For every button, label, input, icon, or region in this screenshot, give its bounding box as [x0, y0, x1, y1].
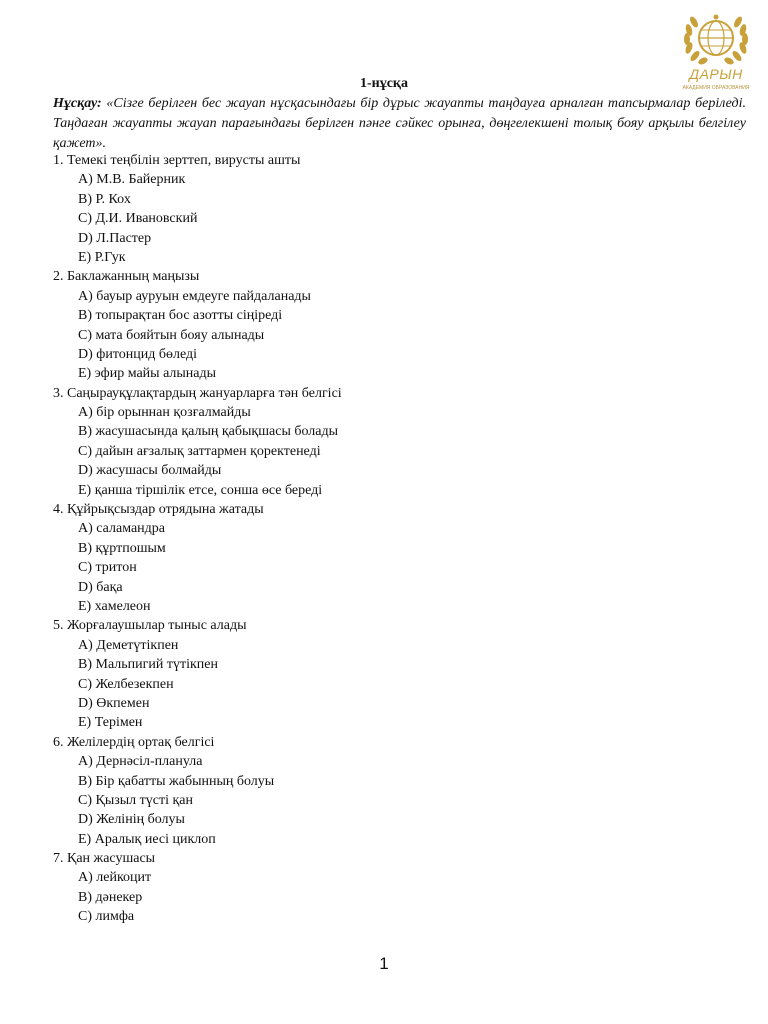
- answer-option: C) лимфа: [78, 909, 135, 925]
- answer-option: D) фитонцид бөледі: [78, 346, 198, 362]
- answer-option: B) дәнекер: [78, 889, 143, 905]
- answer-option: B) Мальпигий түтікпен: [78, 657, 218, 673]
- answer-option: A) Деметүтікпен: [78, 637, 179, 653]
- answer-option: C) Д.И. Ивановский: [78, 211, 198, 227]
- answer-option: B) топырақтан бос азотты сіңіреді: [78, 308, 283, 324]
- logo-subtitle: АКАДЕМИЯ ОБРАЗОВАНИЯ: [682, 85, 750, 91]
- question-text: 6. Желілердің ортақ белгісі: [53, 734, 215, 750]
- answer-option: B) жасушасында қалың қабықшасы болады: [78, 424, 339, 440]
- globe-laurel-wreath-icon: [678, 8, 754, 68]
- answer-option: D) Л.Пастер: [78, 230, 152, 246]
- answer-option: D) Желінің болуы: [78, 812, 185, 828]
- answer-option: C) дайын ағзалық заттармен қоректенеді: [78, 443, 321, 459]
- answer-option: C) тритон: [78, 560, 137, 576]
- instruction-lead: Нұсқау:: [53, 96, 102, 111]
- answer-option: C) Желбезекпен: [78, 676, 174, 692]
- answer-option: D) Өкпемен: [78, 695, 150, 711]
- answer-option: A) саламандра: [78, 521, 166, 537]
- question-text: 4. Құйрықсыздар отрядына жатады: [53, 502, 264, 518]
- instruction-paragraph: [53, 94, 746, 154]
- answer-option: B) Бір қабатты жабынның болуы: [78, 773, 275, 789]
- question-list: [53, 151, 753, 927]
- answer-option: E) Р.Гук: [78, 249, 126, 265]
- answer-option: C) мата бояйтын бояу алынады: [78, 327, 265, 343]
- answer-option: E) Терімен: [78, 715, 143, 731]
- question-text: 7. Қан жасушасы: [53, 851, 156, 867]
- answer-option: E) хамелеон: [78, 598, 151, 614]
- variant-title: 1-нұсқа: [359, 76, 408, 91]
- answer-option: A) лейкоцит: [78, 870, 152, 886]
- answer-option: E) қанша тіршілік етсе, сонша өсе береді: [78, 482, 323, 498]
- question-text: 2. Баклажанның маңызы: [53, 269, 200, 285]
- answer-option: D) бақа: [78, 579, 123, 595]
- logo-name: ДАРЫН: [689, 66, 743, 82]
- answer-option: C) Қызыл түсті қан: [78, 792, 194, 808]
- answer-option: D) жасушасы болмайды: [78, 463, 222, 479]
- page-number: 1: [379, 954, 389, 973]
- answer-option: B) Р. Кох: [78, 191, 131, 207]
- answer-option: A) М.В. Байерник: [78, 172, 186, 188]
- question-text: 3. Саңырауқұлақтардың жануарларға тән белгісі: [53, 385, 342, 401]
- answer-option: B) құртпошым: [78, 540, 166, 556]
- answer-option: E) эфир майы алынады: [78, 366, 217, 382]
- instruction-text: «Сізге берілген бес жауап нұсқасындағы бір дұрыс жауапты таңдауға арналған тапсырмалар беріледі. Таңдаған жауапты жауап парағындағы берілген пәнге сәйкес орынға, дөңгелекшені толық бояу арқылы белгілеу қажет».: [53, 96, 747, 151]
- answer-option: A) бауыр ауруын емдеуге пайдаланады: [78, 288, 311, 304]
- answer-option: E) Аралық иесі циклоп: [78, 831, 216, 847]
- question-text: 5. Жорғалаушылар тыныс алады: [53, 618, 247, 634]
- answer-option: A) бір орыннан қозғалмайды: [78, 405, 251, 421]
- answer-option: A) Дернәсіл-планула: [78, 754, 203, 770]
- question-text: 1. Темекі теңбілін зерттеп, вирусты ашты: [53, 153, 301, 168]
